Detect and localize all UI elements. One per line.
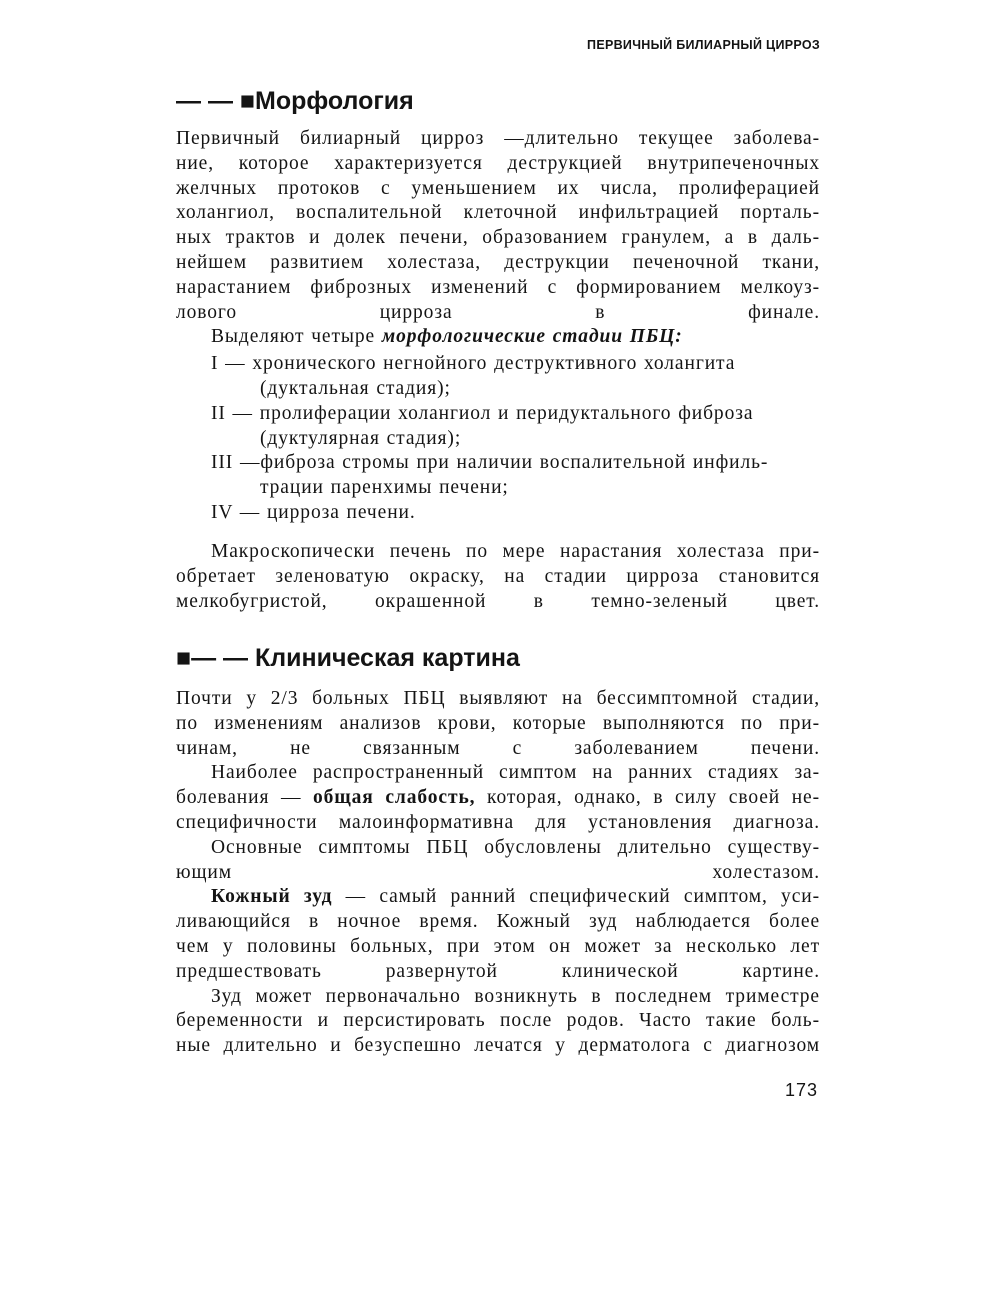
text-line: II — пролиферации холангиол и перидуктального фиброза — [211, 402, 754, 424]
text-line: которая, однако, в силу своей не- — [475, 787, 821, 809]
text-line: нейшем развитием холестаза, деструкции печеночной ткани, — [176, 251, 820, 273]
text-line: по изменениям анализов крови, которые выполняются по при- — [176, 712, 820, 734]
text-line: ные длительно и безуспешно лечатся у дерматолога с диагнозом — [176, 1035, 820, 1057]
clinical-paragraph-3 — [176, 836, 820, 886]
stage-item — [176, 352, 820, 402]
text-line: Почти у 2/3 больных ПБЦ выявляют на бессимптомной стадии, — [176, 688, 820, 709]
text-line: беременности и персистировать после родов. Часто такие боль- — [176, 1010, 820, 1032]
text-line: мелкобугристой, окрашенной в темно-зеленый цвет. — [176, 590, 820, 612]
text-line: ние, которое характеризуется деструкцией внутрипеченочных — [176, 152, 820, 174]
text-line: Основные симптомы ПБЦ обусловлены длительно существу- — [211, 836, 820, 858]
text-line: желчных протоков с уменьшением их числа, пролиферацией — [176, 177, 820, 199]
text-line: нарастанием фиброзных изменений с формированием мелкоуз- — [176, 276, 820, 298]
text-line: Выделяют четыре — [211, 326, 382, 348]
text-line: Макроскопически печень по мере нарастания холестаза при- — [211, 541, 820, 562]
clinical-body — [176, 687, 820, 1059]
text-line: (дуктальная стадия); — [260, 377, 451, 399]
stage-item — [176, 402, 820, 452]
morphology-body — [176, 127, 820, 526]
text-line: ливающийся в ночное время. Кожный зуд наблюдается более — [176, 911, 820, 933]
clinical-paragraph-1 — [176, 687, 820, 761]
text-line: Первичный билиарный цирроз —длительно текущее заболева- — [176, 128, 820, 149]
text-line: чем у половины больных, при этом он может за несколько лет — [176, 935, 820, 957]
morphology-paragraph-3 — [176, 540, 820, 614]
stage-item — [176, 451, 820, 501]
clinical-paragraph-4 — [176, 885, 820, 984]
text-line: Зуд может первоначально возникнуть в последнем триместре — [211, 985, 820, 1007]
emphasis-text: морфологические стадии ПБЦ: — [381, 326, 683, 348]
text-line: — самый ранний специфический симптом, уси- — [332, 886, 820, 908]
running-head: ПЕРВИЧНЫЙ БИЛИАРНЫЙ ЦИРРОЗ — [587, 38, 820, 52]
text-line: IV — цирроза печени. — [211, 501, 416, 523]
stage-item — [176, 501, 820, 526]
text-line: трации паренхимы печени; — [260, 477, 509, 499]
text-line: I — хронического негнойного деструктивного холангита — [211, 353, 736, 375]
text-line: специфичности малоинформативна для установления диагноза. — [176, 811, 820, 833]
text-line: предшествовать развернутой клинической картине. — [176, 960, 820, 982]
text-line: обретает зеленоватую окраску, на стадии цирроза становится — [176, 565, 820, 587]
page-number: 173 — [784, 1080, 818, 1100]
text-line: III —фиброза стромы при наличии воспалительной инфиль- — [211, 452, 769, 474]
stages-intro — [176, 325, 820, 350]
stage-list — [176, 352, 820, 526]
text-line: чинам, не связанным с заболеванием печени. — [176, 737, 820, 759]
text-line: холангиол, воспалительной клеточной инфильтрацией порталь- — [176, 202, 820, 224]
text-line: Наиболее распространенный симптом на ранних стадиях за- — [211, 762, 820, 784]
text-line: (дуктулярная стадия); — [260, 427, 462, 449]
section-heading-clinical: ■— — Клиническая картина — [176, 644, 520, 672]
text-line: ных трактов и долек печени, образованием гранулем, а в даль- — [176, 227, 820, 249]
bold-term-weakness: общая слабость, — [312, 787, 476, 809]
morphology-paragraph-1 — [176, 127, 820, 325]
bold-term-pruritus: Кожный зуд — [211, 886, 333, 908]
clinical-paragraph-5 — [176, 985, 820, 1059]
text-line: ющим холестазом. — [176, 861, 820, 883]
text-line: болевания — — [176, 787, 313, 809]
section-heading-morphology: — — ■Морфология — [176, 87, 414, 115]
macroscopic-body — [176, 540, 820, 614]
clinical-paragraph-2 — [176, 761, 820, 835]
text-line: лового цирроза в финале. — [176, 301, 820, 323]
